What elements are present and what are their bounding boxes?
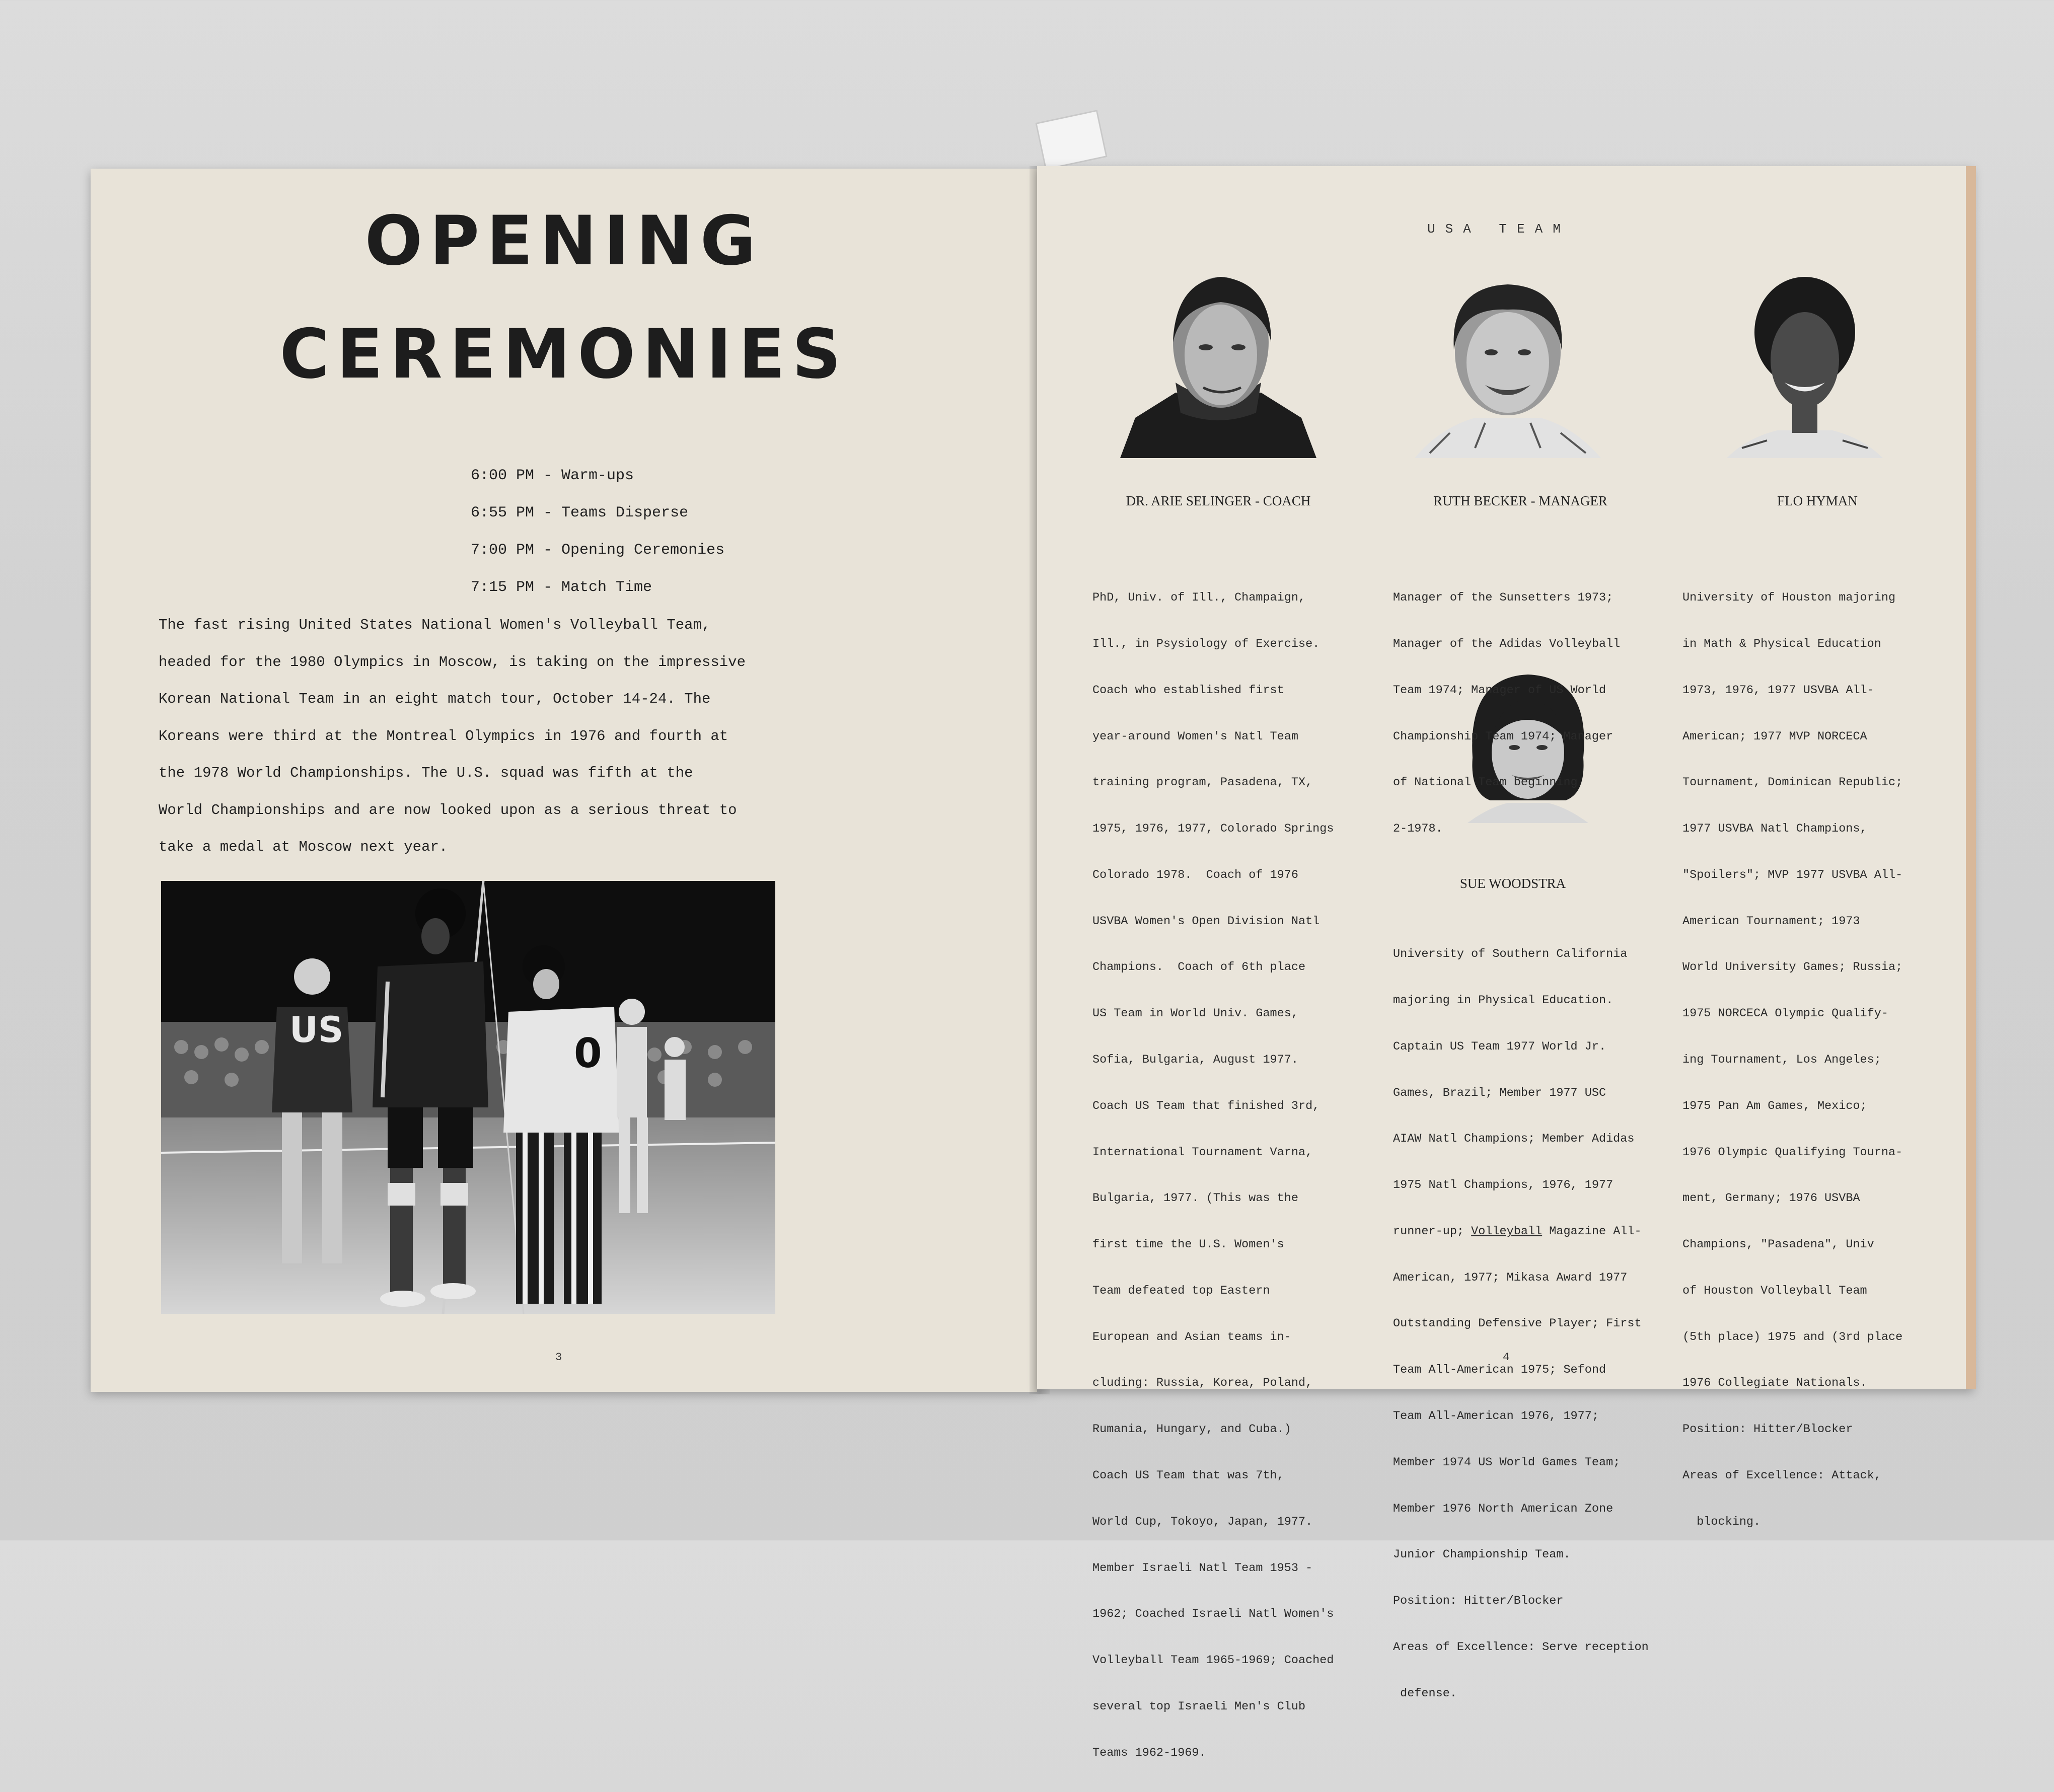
bio-line: (5th place) 1975 and (3rd place bbox=[1682, 1330, 1903, 1344]
bio-line: blocking. bbox=[1682, 1515, 1761, 1529]
person-name: RUTH BECKER - MANAGER bbox=[1433, 493, 1607, 508]
bio-line: Coach who established first bbox=[1092, 683, 1284, 697]
bio-line: USVBA Women's Open Division Natl bbox=[1092, 914, 1320, 928]
bio-line: first time the U.S. Women's bbox=[1092, 1238, 1284, 1252]
bio-line: 2-1978. bbox=[1393, 822, 1443, 836]
bio-line: in Math & Physical Education bbox=[1682, 637, 1881, 651]
bio-line: Championship Team 1974; Manager bbox=[1393, 729, 1613, 743]
bio-line: Manager of the Adidas Volleyball bbox=[1393, 637, 1621, 651]
bio-line: training program, Pasadena, TX, bbox=[1092, 776, 1313, 790]
sue-woodstra-bio bbox=[1393, 916, 1649, 1732]
bio-line: Coach US Team that finished 3rd, bbox=[1092, 1099, 1320, 1113]
bio-line: Tournament, Dominican Republic; bbox=[1682, 776, 1903, 790]
bio-line-suffix: Magazine All- bbox=[1542, 1224, 1642, 1238]
bio-line: 1962; Coached Israeli Natl Women's bbox=[1092, 1607, 1334, 1621]
bio-line: American Tournament; 1973 bbox=[1682, 914, 1860, 928]
bio-line: Member 1976 North American Zone bbox=[1393, 1502, 1613, 1516]
intro-line: headed for the 1980 Olympics in Moscow, is taking on the impressive bbox=[159, 653, 746, 670]
person-name: FLO HYMAN bbox=[1777, 493, 1858, 508]
bio-line: Team All-American 1975; Sefond bbox=[1393, 1363, 1606, 1377]
bio-line: 1973, 1976, 1977 USVBA All- bbox=[1682, 683, 1874, 697]
bio-line: of National Team beginning bbox=[1393, 776, 1578, 790]
page-title-line1: OPENING bbox=[364, 201, 763, 280]
intro-paragraph bbox=[159, 607, 914, 866]
bio-line: Areas of Excellence: Attack, bbox=[1682, 1469, 1881, 1483]
bio-line: Team All-American 1976, 1977; bbox=[1393, 1409, 1599, 1423]
manager-portrait bbox=[1410, 267, 1606, 458]
intro-line: Korean National Team in an eight match tour, October 14-24. The bbox=[159, 691, 711, 707]
bio-line: ing Tournament, Los Angeles; bbox=[1682, 1053, 1881, 1067]
flo-hyman-portrait bbox=[1722, 267, 1888, 458]
bio-line: 1975 Pan Am Games, Mexico; bbox=[1682, 1099, 1867, 1113]
bio-line: Areas of Excellence: Serve reception bbox=[1393, 1640, 1649, 1654]
bio-line: US Team in World Univ. Games, bbox=[1092, 1007, 1298, 1021]
bio-line: 1975 Natl Champions, 1976, 1977 bbox=[1393, 1178, 1613, 1192]
bio-line: University of Southern California bbox=[1393, 947, 1628, 961]
bio-line: American, 1977; Mikasa Award 1977 bbox=[1393, 1271, 1628, 1285]
bio-line: American; 1977 MVP NORCECA bbox=[1682, 729, 1867, 743]
bio-line: Position: Hitter/Blocker bbox=[1393, 1594, 1564, 1608]
bio-line: European and Asian teams in- bbox=[1092, 1330, 1291, 1344]
magazine-title: Volleyball bbox=[1471, 1224, 1543, 1238]
schedule-item: 6:00 PM - Warm-ups bbox=[471, 467, 634, 484]
manager-bio bbox=[1393, 560, 1620, 868]
bio-line: University of Houston majoring bbox=[1682, 591, 1896, 605]
bio-line: 1976 Olympic Qualifying Tourna- bbox=[1682, 1145, 1903, 1159]
bio-line: Sofia, Bulgaria, August 1977. bbox=[1092, 1053, 1298, 1067]
schedule-item: 7:15 PM - Match Time bbox=[471, 579, 652, 596]
person-name: SUE WOODSTRA bbox=[1459, 876, 1566, 891]
bio-line: World University Games; Russia; bbox=[1682, 960, 1903, 975]
schedule-item: 7:00 PM - Opening Ceremonies bbox=[471, 542, 725, 559]
page-number: 4 bbox=[1503, 1351, 1510, 1364]
bio-line: Junior Championship Team. bbox=[1393, 1548, 1571, 1562]
bio-line: Coach US Team that was 7th, bbox=[1092, 1469, 1284, 1483]
bio-line: Captain US Team 1977 World Jr. bbox=[1393, 1039, 1606, 1054]
bio-line: Member 1974 US World Games Team; bbox=[1393, 1455, 1621, 1469]
bio-line: Games, Brazil; Member 1977 USC bbox=[1393, 1086, 1606, 1100]
bio-line: Team defeated top Eastern bbox=[1092, 1284, 1270, 1298]
bio-line: World Cup, Tokoyo, Japan, 1977. bbox=[1092, 1515, 1313, 1529]
bio-line: defense. bbox=[1393, 1686, 1457, 1700]
bio-line: ment, Germany; 1976 USVBA bbox=[1682, 1191, 1860, 1206]
bio-line: of Houston Volleyball Team bbox=[1682, 1284, 1867, 1298]
page-edge bbox=[1966, 166, 1976, 1389]
jersey-text: US bbox=[289, 1009, 344, 1051]
flo-hyman-bio bbox=[1682, 560, 1902, 1561]
bio-line: Rumania, Hungary, and Cuba.) bbox=[1092, 1423, 1291, 1437]
bio-line: AIAW Natl Champions; Member Adidas bbox=[1393, 1132, 1635, 1146]
bio-line-prefix: runner-up; bbox=[1393, 1224, 1472, 1238]
bio-line: Position: Hitter/Blocker bbox=[1682, 1423, 1853, 1437]
bio-line: International Tournament Varna, bbox=[1092, 1145, 1313, 1159]
bio-line: 1977 USVBA Natl Champions, bbox=[1682, 822, 1867, 836]
jersey-number: 0 bbox=[574, 1030, 602, 1077]
intro-line: The fast rising United States National Women's Volleyball Team, bbox=[159, 617, 711, 633]
person-name: DR. ARIE SELINGER - COACH bbox=[1126, 493, 1311, 508]
ceremony-photo bbox=[161, 881, 775, 1314]
intro-line: Koreans were third at the Montreal Olympics in 1976 and fourth at bbox=[159, 727, 728, 744]
page-number: 3 bbox=[555, 1351, 562, 1364]
intro-line: take a medal at Moscow next year. bbox=[159, 839, 448, 855]
bio-line: Manager of the Sunsetters 1973; bbox=[1393, 591, 1613, 605]
bio-line: cluding: Russia, Korea, Poland, bbox=[1092, 1376, 1313, 1390]
intro-line: World Championships and are now looked upon as a serious threat to bbox=[159, 801, 737, 818]
bio-line: Member Israeli Natl Team 1953 - bbox=[1092, 1561, 1313, 1575]
bio-line: 1975, 1976, 1977, Colorado Springs bbox=[1092, 822, 1334, 836]
bio-line: Ill., in Psysiology of Exercise. bbox=[1092, 637, 1320, 651]
schedule-item: 6:55 PM - Teams Disperse bbox=[471, 504, 689, 521]
bio-line: "Spoilers"; MVP 1977 USVBA All- bbox=[1682, 868, 1903, 882]
bio-line: year-around Women's Natl Team bbox=[1092, 729, 1298, 743]
bio-line: Bulgaria, 1977. (This was the bbox=[1092, 1191, 1298, 1206]
bio-line: Teams 1962-1969. bbox=[1092, 1746, 1206, 1760]
coach-portrait bbox=[1120, 267, 1316, 458]
bio-line: Volleyball Team 1965-1969; Coached bbox=[1092, 1654, 1334, 1668]
bio-line: Team 1974; Manager of US World bbox=[1393, 683, 1606, 697]
bio-line: 1975 NORCECA Olympic Qualify- bbox=[1682, 1007, 1888, 1021]
bio-line: PhD, Univ. of Ill., Champaign, bbox=[1092, 591, 1306, 605]
bio-line: several top Israeli Men's Club bbox=[1092, 1699, 1306, 1713]
intro-line: the 1978 World Championships. The U.S. squad was fifth at the bbox=[159, 765, 693, 781]
bio-line: 1976 Collegiate Nationals. bbox=[1682, 1376, 1867, 1390]
bio-line: majoring in Physical Education. bbox=[1393, 993, 1613, 1007]
bio-line bbox=[1393, 1224, 1649, 1240]
bio-line: Outstanding Defensive Player; First bbox=[1393, 1317, 1642, 1331]
team-heading: USA TEAM bbox=[1427, 221, 1571, 237]
paper-tab bbox=[1035, 110, 1107, 170]
bio-line: Champions. Coach of 6th place bbox=[1092, 960, 1306, 975]
bio-line: Champions, "Pasadena", Univ bbox=[1682, 1238, 1874, 1252]
coach-bio bbox=[1092, 560, 1334, 1792]
bio-line: Colorado 1978. Coach of 1976 bbox=[1092, 868, 1298, 882]
page-title-line2: CEREMONIES bbox=[279, 315, 848, 394]
